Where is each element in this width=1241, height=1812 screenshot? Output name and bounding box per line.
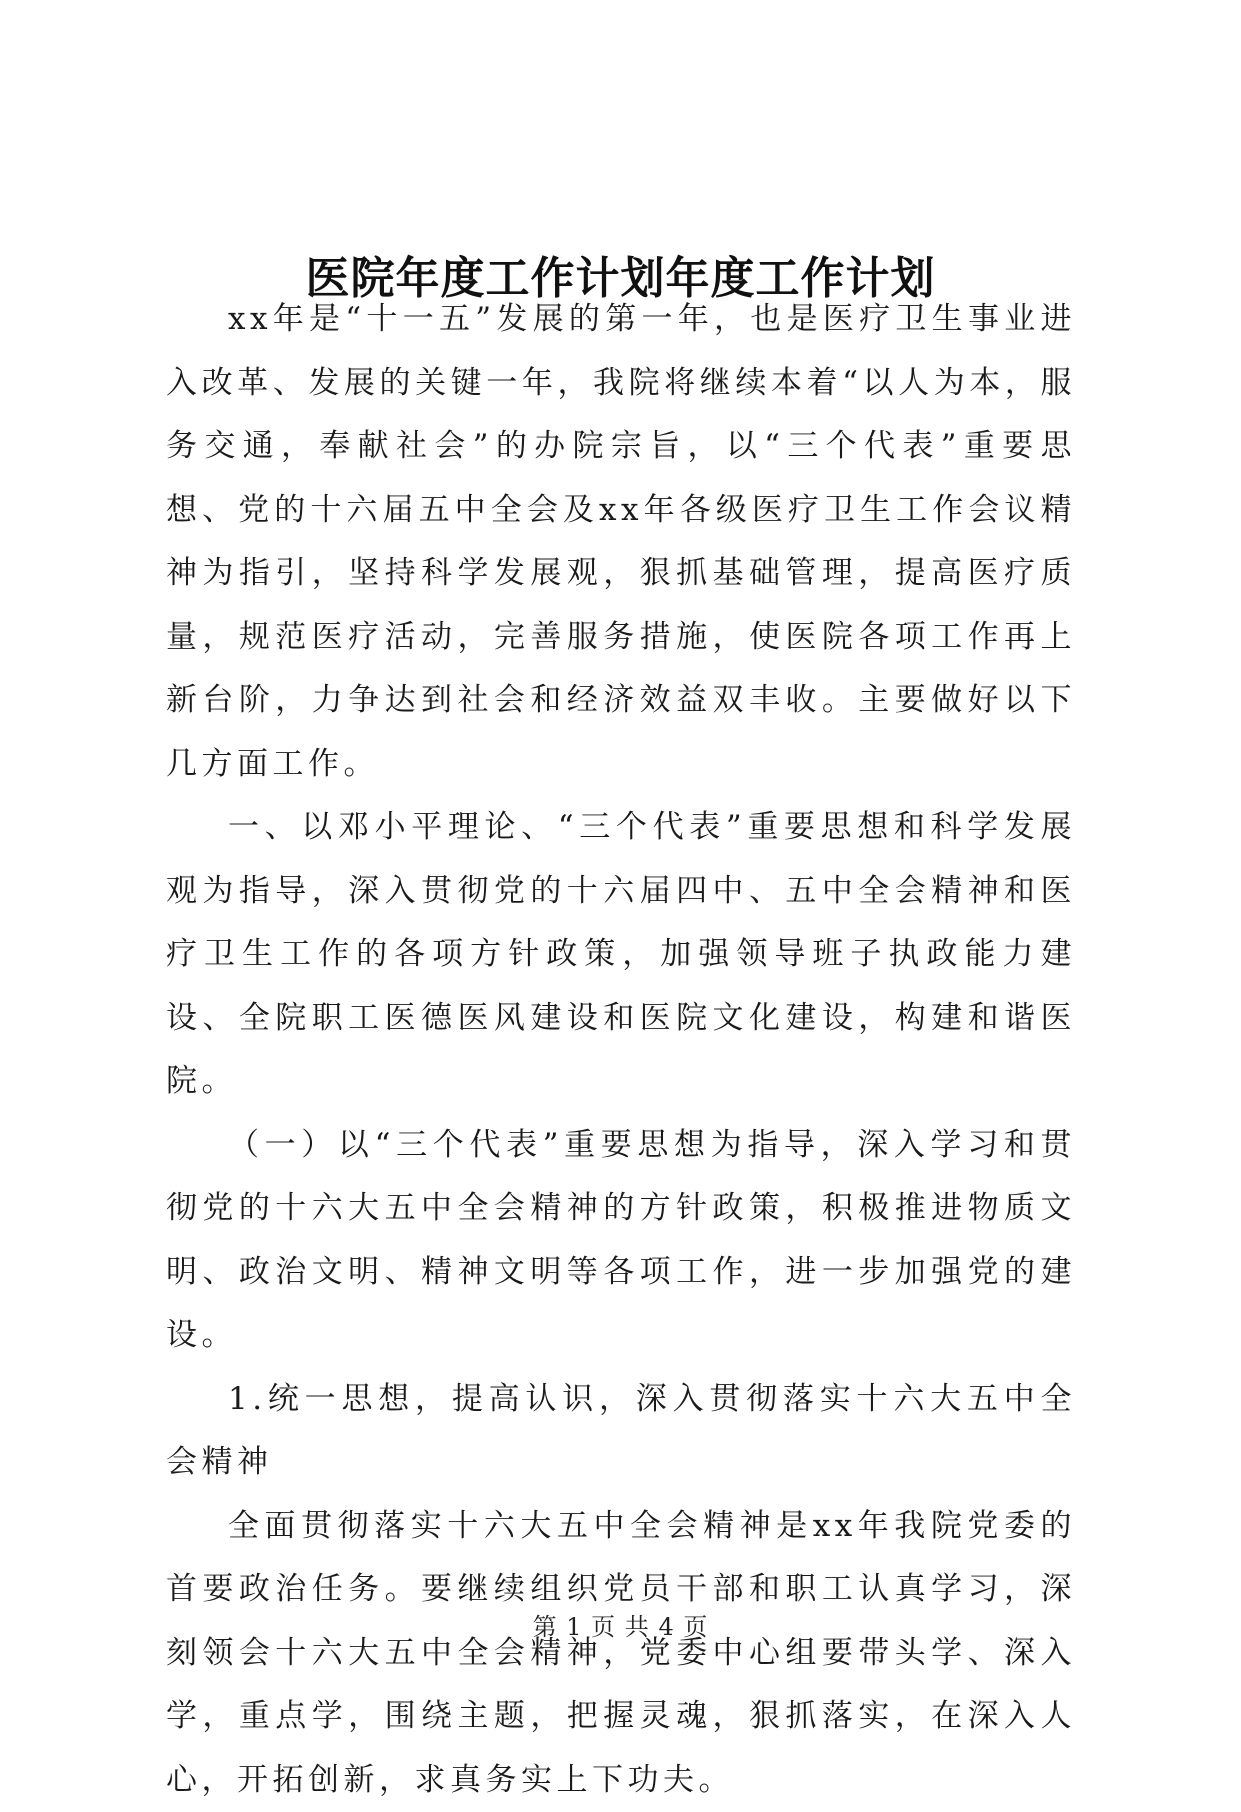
paragraph-item-one-heading: 1.统一思想，提高认识，深入贯彻落实十六大五中全会精神 [166, 1368, 1076, 1495]
paragraph-item-one-body: 全面贯彻落实十六大五中全会精神是xx年我院党委的首要政治任务。要继续组织党员干部和职工认真学习，深刻领会十六大五中全会精神，党委中心组要带头学、深入学，重点学，围绕主题，把握灵魂，狠抓落实，在深入人心，开拓创新，求真务实上下功夫。 [166, 1495, 1076, 1812]
document-body [166, 288, 1076, 1812]
paragraph-intro: xx年是“十一五”发展的第一年，也是医疗卫生事业进入改革、发展的关键一年，我院将继续本着“以人为本，服务交通，奉献社会”的办院宗旨，以“三个代表”重要思想、党的十六届五中全会及xx年各级医疗卫生工作会议精神为指引，坚持科学发展观，狠抓基础管理，提高医疗质量，规范医疗活动，完善服务措施，使医院各项工作再上新台阶，力争达到社会和经济效益双丰收。主要做好以下几方面工作。 [166, 288, 1076, 796]
paragraph-section-one: 一、以邓小平理论、“三个代表”重要思想和科学发展观为指导，深入贯彻党的十六届四中、五中全会精神和医疗卫生工作的各项方针政策，加强领导班子执政能力建设、全院职工医德医风建设和医院文化建设，构建和谐医院。 [166, 796, 1076, 1114]
paragraph-subsection-one: （一）以“三个代表”重要思想为指导，深入学习和贯彻党的十六大五中全会精神的方针政策，积极推进物质文明、政治文明、精神文明等各项工作，进一步加强党的建设。 [166, 1114, 1076, 1368]
page-footer: 第 1 页 共 4 页 [0, 1607, 1241, 1642]
document-title: 医院年度工作计划年度工作计划 [0, 251, 1241, 307]
